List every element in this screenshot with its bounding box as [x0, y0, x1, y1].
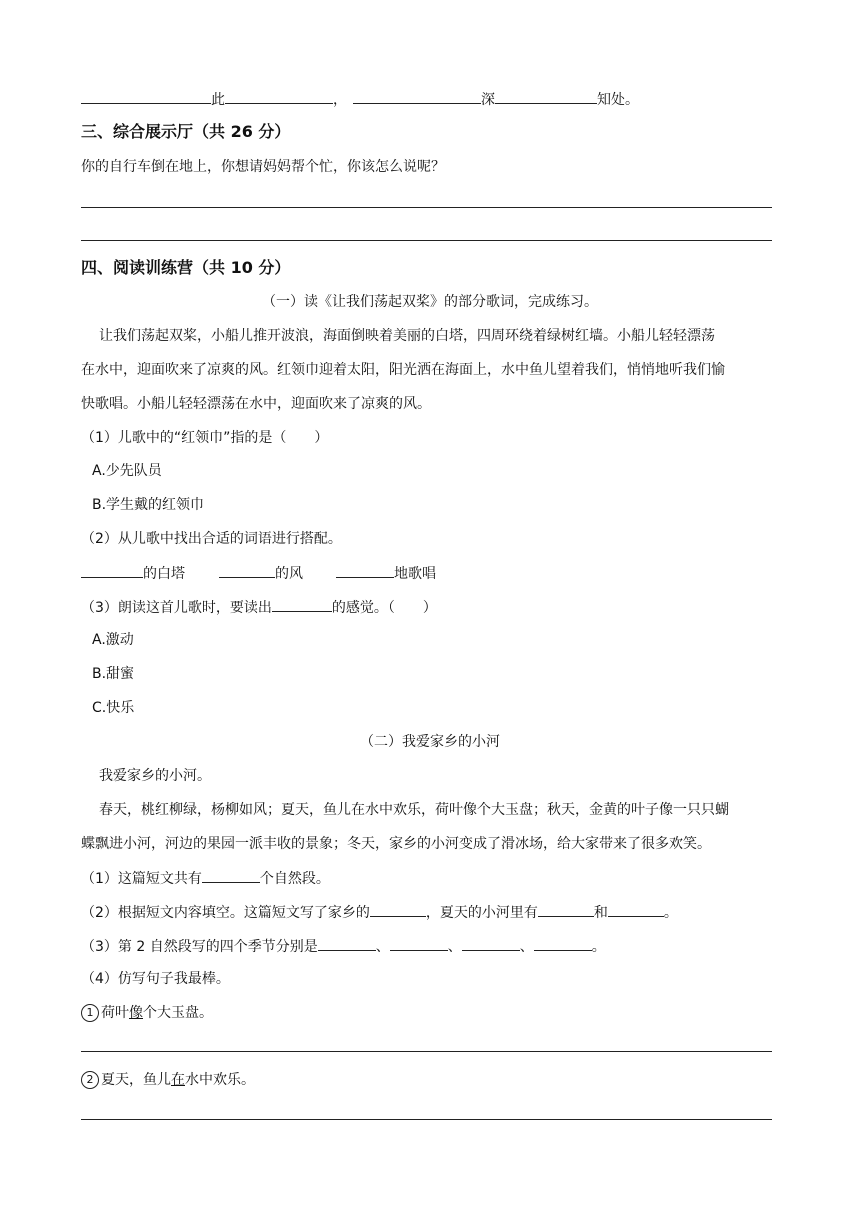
- question-text: （3）朗读这首儿歌时，要读出: [81, 600, 272, 616]
- question-text: （1）这篇短文共有: [81, 871, 202, 887]
- circled-number: 2: [81, 1071, 99, 1089]
- part-1-title: （一）读《让我们荡起双桨》的部分歌词，完成练习。: [262, 294, 598, 310]
- passage-line: 我爱家乡的小河。: [99, 768, 211, 784]
- match-item: 地歌唱: [394, 566, 436, 582]
- sentence-text: 荷叶: [101, 1005, 129, 1021]
- part-2-question-1: [81, 868, 330, 889]
- answer-line[interactable]: [81, 1051, 772, 1052]
- answer-blank[interactable]: [272, 597, 332, 612]
- answer-blank[interactable]: [538, 902, 594, 917]
- section-3-title: 三、综合展示厅（共 26 分）: [81, 122, 291, 141]
- match-item: 的白塔: [143, 566, 185, 582]
- answer-blank[interactable]: [608, 902, 664, 917]
- match-item: 的风: [275, 566, 303, 582]
- answer-blank[interactable]: [225, 89, 333, 104]
- option-b[interactable]: B.学生戴的红领巾: [92, 497, 205, 513]
- answer-blank[interactable]: [81, 89, 211, 104]
- poem-fill-line: [81, 89, 639, 110]
- word-match-line: [81, 563, 436, 584]
- answer-blank[interactable]: [390, 936, 448, 951]
- question-text: 的感觉。（ ）: [331, 600, 437, 616]
- text-comma: ，: [333, 92, 347, 108]
- option-a[interactable]: A.少先队员: [92, 463, 162, 479]
- text-shen: 深: [481, 92, 495, 108]
- option-a[interactable]: A.激动: [92, 632, 134, 648]
- passage-line: 蝶飘进小河，河边的果园一派丰收的景象；冬天，家乡的小河变成了滑冰场，给大家带来了很多欢笑。: [81, 836, 711, 852]
- answer-blank[interactable]: [336, 563, 394, 578]
- question-2: （2）从儿歌中找出合适的词语进行搭配。: [81, 531, 342, 547]
- question-3: [81, 597, 437, 618]
- part-2-question-3: [81, 936, 606, 957]
- text-end: 知处。: [597, 92, 639, 108]
- answer-blank[interactable]: [534, 936, 592, 951]
- passage-line: 春天，桃红柳绿，杨柳如风；夏天，鱼儿在水中欢乐，荷叶像个大玉盘；秋天，金黄的叶子像一只只蝴: [99, 802, 729, 818]
- answer-blank[interactable]: [202, 868, 260, 883]
- text-ci: 此: [211, 92, 225, 108]
- answer-blank[interactable]: [370, 902, 426, 917]
- question-1: （1）儿歌中的“红领巾”指的是（ ）: [81, 430, 329, 446]
- answer-line[interactable]: [81, 1119, 772, 1120]
- song-paragraph-line: 让我们荡起双桨，小船儿推开波浪，海面倒映着美丽的白塔，四周环绕着绿树红墙。小船儿轻轻漂荡: [99, 328, 715, 344]
- answer-blank[interactable]: [495, 89, 597, 104]
- song-paragraph-line: 在水中，迎面吹来了凉爽的风。红领巾迎着太阳，阳光洒在海面上，水中鱼儿望着我们，悄悄地听我们愉: [81, 362, 725, 378]
- section-3-prompt: 你的自行车倒在地上，你想请妈妈帮个忙，你该怎么说呢？: [81, 159, 445, 175]
- imitation-sentence-2: [81, 1070, 255, 1090]
- sentence-text: 水中欢乐。: [185, 1072, 255, 1088]
- sentence-text: 个大玉盘。: [143, 1005, 213, 1021]
- question-text: 和: [593, 905, 608, 921]
- separator: 、: [519, 939, 534, 955]
- answer-blank[interactable]: [462, 936, 520, 951]
- question-text: （3）第 2 自然段写的四个季节分别是: [81, 939, 318, 955]
- question-text: ，夏天的小河里有: [425, 905, 538, 921]
- option-c[interactable]: C.快乐: [92, 700, 135, 716]
- answer-line[interactable]: [81, 207, 772, 208]
- separator: 、: [447, 939, 462, 955]
- question-text: 。: [663, 905, 678, 921]
- answer-blank[interactable]: [81, 563, 143, 578]
- answer-blank[interactable]: [353, 89, 481, 104]
- separator: 、: [375, 939, 390, 955]
- part-2-title: （二）我爱家乡的小河: [360, 734, 500, 750]
- imitation-sentence-1: [81, 1003, 213, 1023]
- underlined-word: 在: [171, 1072, 185, 1088]
- section-4-title: 四、阅读训练营（共 10 分）: [81, 258, 291, 277]
- part-2-question-4: （4）仿写句子我最棒。: [81, 971, 230, 987]
- part-2-question-2: [81, 902, 678, 923]
- option-b[interactable]: B.甜蜜: [92, 666, 135, 682]
- separator: 。: [591, 939, 606, 955]
- answer-line[interactable]: [81, 240, 772, 241]
- answer-blank[interactable]: [219, 563, 275, 578]
- sentence-text: 夏天，鱼儿: [101, 1072, 171, 1088]
- question-text: 个自然段。: [259, 871, 330, 887]
- question-text: （2）根据短文内容填空。这篇短文写了家乡的: [81, 905, 370, 921]
- circled-number: 1: [81, 1004, 99, 1022]
- underlined-word: 像: [129, 1005, 143, 1021]
- answer-blank[interactable]: [318, 936, 376, 951]
- song-paragraph-line: 快歌唱。小船儿轻轻漂荡在水中，迎面吹来了凉爽的风。: [81, 396, 431, 412]
